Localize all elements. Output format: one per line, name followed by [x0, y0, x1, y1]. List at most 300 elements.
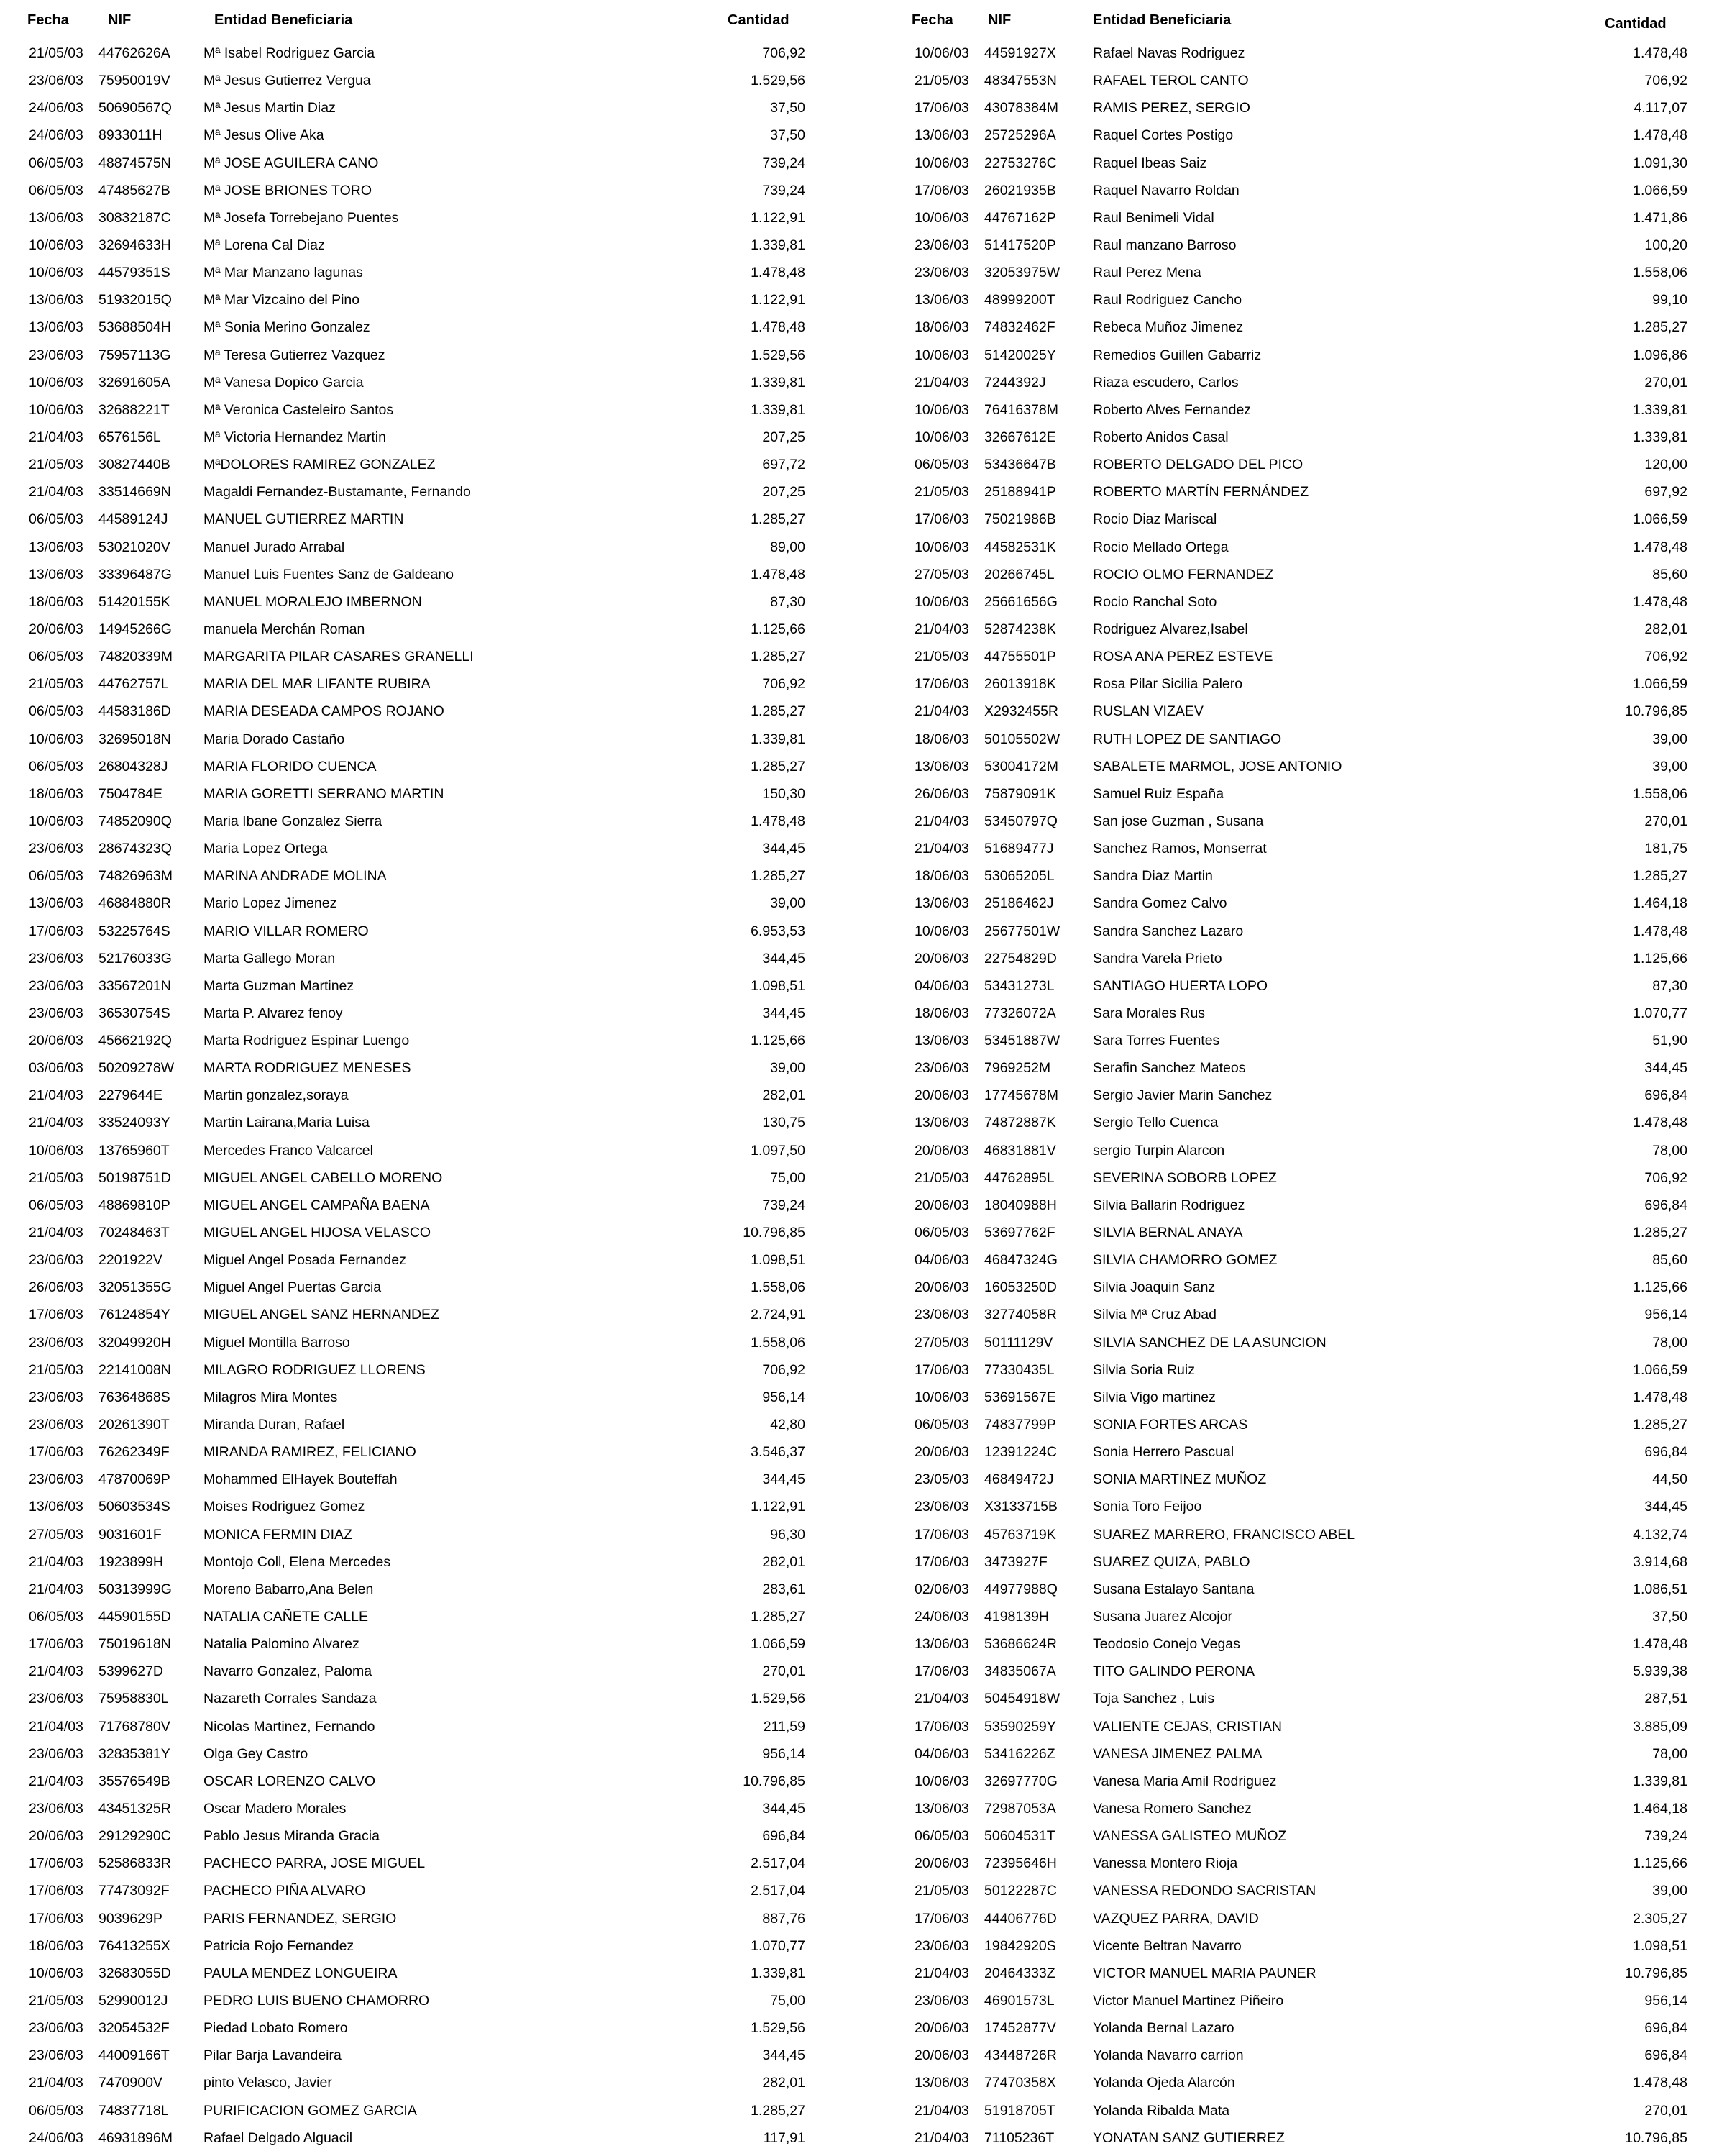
table-row	[879, 1932, 1709, 1960]
table-row	[0, 1740, 827, 1768]
nif-cell: 45662192Q	[98, 1033, 172, 1049]
date-cell: 06/05/03	[915, 457, 969, 473]
amount-cell: 10.796,85	[743, 1225, 805, 1241]
date-cell: 17/06/03	[915, 182, 969, 198]
amount-cell: 1.478,48	[1633, 127, 1687, 144]
beneficiary-cell: Susana Juarez Alcojor	[1093, 1609, 1233, 1625]
nif-cell: X2932455R	[984, 703, 1059, 720]
date-cell: 23/06/03	[29, 1801, 83, 1817]
table-row	[0, 396, 827, 424]
beneficiary-cell: San jose Guzman , Susana	[1093, 813, 1264, 829]
date-cell: 18/06/03	[915, 1005, 969, 1021]
nif-cell: 26804328J	[98, 758, 168, 775]
amount-cell: 211,59	[763, 1718, 805, 1735]
nif-cell: 32835381Y	[98, 1745, 170, 1762]
table-row	[879, 2014, 1709, 2042]
table-row	[0, 1850, 827, 1877]
amount-cell: 6.953,53	[751, 923, 805, 939]
nif-cell: 43078384M	[984, 100, 1059, 117]
date-cell: 20/06/03	[29, 1828, 83, 1845]
table-row	[0, 616, 827, 643]
nif-cell: 25677501W	[984, 923, 1060, 939]
beneficiary-cell: Mohammed ElHayek Bouteffah	[203, 1471, 398, 1488]
beneficiary-cell: VANESA JIMENEZ PALMA	[1093, 1745, 1263, 1762]
nif-cell: 72395646H	[984, 1855, 1057, 1872]
table-row	[879, 1356, 1709, 1384]
beneficiary-cell: Silvia Joaquin Sanz	[1093, 1279, 1216, 1296]
date-cell: 21/05/03	[29, 1992, 83, 2009]
nif-cell: 71768780V	[98, 1718, 170, 1735]
amount-cell: 956,14	[762, 1389, 805, 1405]
amount-cell: 344,45	[1644, 1499, 1687, 1515]
nif-cell: 75950019V	[98, 73, 170, 89]
beneficiary-cell: MONICA FERMIN DIAZ	[203, 1526, 352, 1543]
beneficiary-cell: MIGUEL ANGEL CAMPAÑA BAENA	[203, 1197, 430, 1213]
nif-cell: 43451325R	[98, 1801, 171, 1817]
nif-cell: 12391224C	[984, 1444, 1057, 1461]
table-row	[0, 342, 827, 369]
beneficiary-cell: Rafael Navas Rodriguez	[1093, 45, 1245, 61]
amount-cell: 1.339,81	[751, 237, 805, 253]
nif-cell: 9031601F	[98, 1526, 162, 1543]
nif-cell: 75021986B	[984, 511, 1056, 528]
date-cell: 21/04/03	[915, 841, 969, 857]
date-cell: 26/06/03	[29, 1279, 83, 1296]
beneficiary-cell: Vanessa Montero Rioja	[1093, 1855, 1238, 1872]
table-row	[0, 1822, 827, 1850]
amount-cell: 75,00	[770, 1992, 805, 2009]
date-cell: 10/06/03	[29, 731, 83, 747]
beneficiary-cell: MILAGRO RODRIGUEZ LLORENS	[203, 1361, 426, 1378]
date-cell: 20/06/03	[915, 2047, 969, 2064]
date-cell: 21/04/03	[29, 1773, 83, 1789]
date-cell: 06/05/03	[29, 511, 83, 528]
amount-cell: 1.478,48	[1633, 539, 1687, 555]
beneficiary-cell: Raquel Cortes Postigo	[1093, 127, 1234, 144]
beneficiary-cell: Serafin Sanchez Mateos	[1093, 1060, 1246, 1077]
nif-cell: 51420025Y	[984, 347, 1056, 363]
date-cell: 06/05/03	[29, 182, 83, 198]
table-row	[879, 286, 1709, 314]
beneficiary-cell: Maria Dorado Castaño	[203, 731, 345, 747]
beneficiary-cell: MANUEL MORALEJO IMBERNON	[203, 593, 422, 610]
table-row	[879, 1438, 1709, 1466]
beneficiary-cell: ROCIO OLMO FERNANDEZ	[1093, 566, 1274, 583]
date-cell: 23/06/03	[29, 950, 83, 967]
amount-cell: 1.285,27	[1633, 1225, 1687, 1241]
date-cell: 20/06/03	[915, 2020, 969, 2037]
amount-cell: 2.724,91	[751, 1307, 805, 1323]
table-row	[879, 1850, 1709, 1877]
date-cell: 13/06/03	[915, 292, 969, 309]
beneficiary-cell: Sara Torres Fuentes	[1093, 1033, 1220, 1049]
nif-cell: 5399627D	[98, 1663, 163, 1680]
table-row	[879, 1164, 1709, 1192]
table-row	[879, 1000, 1709, 1027]
nif-cell: 53416226Z	[984, 1745, 1055, 1762]
table-row	[879, 177, 1709, 204]
nif-cell: 76413255X	[98, 1937, 170, 1954]
beneficiary-cell: SILVIA CHAMORRO GOMEZ	[1093, 1252, 1278, 1269]
table-row	[0, 2042, 827, 2069]
table-row	[0, 1877, 827, 1904]
date-cell: 21/05/03	[29, 676, 83, 693]
date-cell: 21/04/03	[915, 1691, 969, 1707]
nif-cell: 16053250D	[984, 1279, 1057, 1296]
table-row	[0, 534, 827, 561]
table-row	[0, 780, 827, 808]
amount-cell: 696,84	[1644, 1197, 1687, 1213]
nif-cell: 53065205L	[984, 868, 1055, 885]
beneficiary-cell: Rocio Ranchal Soto	[1093, 593, 1217, 610]
nif-cell: 53004172M	[984, 758, 1059, 775]
table-row	[879, 2124, 1709, 2152]
amount-cell: 697,72	[762, 457, 805, 473]
amount-cell: 283,61	[762, 1581, 805, 1597]
amount-cell: 1.529,56	[751, 1691, 805, 1707]
date-cell: 17/06/03	[915, 100, 969, 117]
nif-cell: 74832462F	[984, 319, 1055, 336]
amount-cell: 3.885,09	[1633, 1718, 1687, 1735]
amount-cell: 344,45	[762, 950, 805, 967]
beneficiary-cell: SUAREZ QUIZA, PABLO	[1093, 1553, 1250, 1570]
nif-cell: 75957113G	[98, 347, 171, 363]
date-cell: 06/05/03	[29, 758, 83, 775]
nif-cell: 44406776D	[984, 1910, 1057, 1927]
beneficiary-cell: Vanesa Maria Amil Rodriguez	[1093, 1773, 1277, 1789]
beneficiary-cell: MARIO VILLAR ROMERO	[203, 923, 369, 939]
beneficiary-cell: Raul Rodriguez Cancho	[1093, 292, 1242, 309]
beneficiary-cell: Sandra Gomez Calvo	[1093, 895, 1227, 912]
table-row	[0, 1329, 827, 1356]
beneficiary-cell: Manuel Luis Fuentes Sanz de Galdeano	[203, 566, 454, 583]
table-row	[0, 835, 827, 862]
date-cell: 17/06/03	[915, 1910, 969, 1927]
nif-cell: 46831881V	[984, 1142, 1056, 1159]
table-row	[0, 726, 827, 753]
beneficiary-cell: MARINA ANDRADE MOLINA	[203, 868, 387, 885]
amount-cell: 1.339,81	[1633, 1773, 1687, 1789]
table-row	[879, 534, 1709, 561]
date-cell: 18/06/03	[915, 319, 969, 336]
amount-cell: 85,60	[1652, 1252, 1687, 1269]
nif-cell: 53450797Q	[984, 813, 1058, 829]
date-cell: 17/06/03	[915, 1718, 969, 1735]
beneficiary-cell: Pablo Jesus Miranda Gracia	[203, 1828, 380, 1845]
nif-cell: 44977988Q	[984, 1581, 1058, 1597]
nif-cell: 32049920H	[98, 1334, 171, 1351]
date-cell: 13/06/03	[915, 1636, 969, 1653]
date-cell: 23/06/03	[29, 1745, 83, 1762]
nif-cell: 44009166T	[98, 2047, 170, 2064]
amount-cell: 10.796,85	[1625, 703, 1687, 720]
nif-cell: 53686624R	[984, 1636, 1057, 1653]
date-cell: 21/04/03	[29, 2075, 83, 2091]
nif-cell: 50122287C	[984, 1883, 1057, 1899]
table-row	[0, 451, 827, 478]
table-row	[879, 945, 1709, 972]
date-cell: 17/06/03	[915, 1361, 969, 1378]
date-cell: 27/05/03	[915, 1334, 969, 1351]
table-row	[0, 1054, 827, 1082]
nif-cell: 32694633H	[98, 237, 171, 253]
date-cell: 10/06/03	[915, 155, 969, 171]
beneficiary-cell: Sergio Javier Marin Sanchez	[1093, 1087, 1273, 1104]
table-row	[0, 1356, 827, 1384]
table-row	[879, 1082, 1709, 1109]
date-cell: 13/06/03	[915, 2075, 969, 2091]
date-cell: 10/06/03	[29, 1965, 83, 1981]
table-row	[0, 286, 827, 314]
beneficiary-cell: Raul manzano Barroso	[1093, 237, 1237, 253]
beneficiary-cell: MARTA RODRIGUEZ MENESES	[203, 1060, 411, 1077]
table-row	[879, 890, 1709, 917]
amount-cell: 5.939,38	[1633, 1663, 1687, 1680]
beneficiary-cell: Pilar Barja Lavandeira	[203, 2047, 342, 2064]
date-cell: 23/06/03	[29, 73, 83, 89]
nif-cell: 13765960T	[98, 1142, 170, 1159]
table-row	[0, 2097, 827, 2124]
table-row	[0, 506, 827, 533]
date-cell: 18/06/03	[915, 868, 969, 885]
amount-cell: 282,01	[762, 2075, 805, 2091]
nif-cell: 33567201N	[98, 977, 171, 994]
amount-cell: 2.305,27	[1633, 1910, 1687, 1927]
date-cell: 13/06/03	[29, 566, 83, 583]
nif-cell: 43448726R	[984, 2047, 1057, 2064]
date-cell: 10/06/03	[915, 209, 969, 226]
nif-cell: 53688504H	[98, 319, 171, 336]
nif-cell: 77473092F	[98, 1883, 170, 1899]
nif-cell: 53451887W	[984, 1033, 1060, 1049]
amount-cell: 1.125,66	[751, 621, 805, 637]
amount-cell: 207,25	[762, 484, 805, 501]
amount-cell: 282,01	[762, 1553, 805, 1570]
amount-cell: 96,30	[770, 1526, 805, 1543]
nif-cell: 52874238K	[984, 621, 1056, 637]
date-cell: 23/06/03	[29, 1389, 83, 1405]
date-cell: 10/06/03	[915, 429, 969, 445]
date-cell: 17/06/03	[29, 1883, 83, 1899]
beneficiary-cell: Maria Lopez Ortega	[203, 841, 328, 857]
date-cell: 13/06/03	[915, 1115, 969, 1131]
table-row	[879, 1466, 1709, 1493]
table-row	[879, 1493, 1709, 1520]
beneficiary-cell: Remedios Guillen Gabarriz	[1093, 347, 1262, 363]
nif-cell: 50198751D	[98, 1169, 171, 1186]
amount-cell: 3.914,68	[1633, 1553, 1687, 1570]
table-row	[879, 670, 1709, 698]
nif-cell: 3473927F	[984, 1553, 1048, 1570]
amount-cell: 85,60	[1652, 566, 1687, 583]
nif-cell: 7504784E	[98, 785, 162, 802]
beneficiary-cell: Miguel Angel Puertas Garcia	[203, 1279, 382, 1296]
date-cell: 20/06/03	[915, 1444, 969, 1461]
nif-cell: 9039629P	[98, 1910, 162, 1927]
nif-cell: 46901573L	[984, 1992, 1055, 2009]
table-row	[879, 1822, 1709, 1850]
nif-cell: 44762626A	[98, 45, 170, 61]
amount-cell: 3.546,37	[751, 1444, 805, 1461]
table-row	[0, 1630, 827, 1658]
amount-cell: 37,50	[770, 127, 805, 144]
beneficiary-cell: Silvia Soria Ruiz	[1093, 1361, 1195, 1378]
date-cell: 17/06/03	[915, 1553, 969, 1570]
amount-cell: 87,30	[770, 593, 805, 610]
beneficiary-cell: PURIFICACION GOMEZ GARCIA	[203, 2102, 417, 2119]
nif-cell: 44767162P	[984, 209, 1056, 226]
beneficiary-cell: MANUEL GUTIERREZ MARTIN	[203, 511, 404, 528]
amount-cell: 1.125,66	[751, 1033, 805, 1049]
amount-cell: 282,01	[762, 1087, 805, 1104]
beneficiary-cell: ROBERTO DELGADO DEL PICO	[1093, 457, 1303, 473]
nif-cell: 25661656G	[984, 593, 1058, 610]
date-cell: 21/04/03	[915, 1965, 969, 1981]
table-row	[879, 780, 1709, 808]
beneficiary-cell: Rocio Diaz Mariscal	[1093, 511, 1217, 528]
amount-cell: 1.285,27	[751, 511, 805, 528]
date-cell: 06/05/03	[29, 868, 83, 885]
amount-cell: 10.796,85	[743, 1773, 805, 1789]
table-row	[879, 424, 1709, 451]
amount-cell: 696,84	[1644, 1444, 1687, 1461]
date-cell: 10/06/03	[915, 45, 969, 61]
table-row	[0, 1905, 827, 1932]
date-cell: 21/04/03	[29, 1581, 83, 1597]
amount-cell: 10.796,85	[1625, 1965, 1687, 1981]
table-row	[0, 1713, 827, 1740]
amount-cell: 706,92	[1644, 1169, 1687, 1186]
nif-cell: 48999200T	[984, 292, 1055, 309]
table-row	[0, 1082, 827, 1109]
table-row	[879, 1603, 1709, 1630]
table-row	[0, 808, 827, 835]
date-cell: 13/06/03	[29, 895, 83, 912]
date-cell: 21/05/03	[915, 73, 969, 89]
date-cell: 23/06/03	[29, 1005, 83, 1021]
header-cantidad: Cantidad	[1605, 16, 1667, 32]
table-row	[0, 561, 827, 588]
date-cell: 21/05/03	[29, 1169, 83, 1186]
table-row	[0, 1768, 827, 1795]
table-row	[0, 1548, 827, 1576]
nif-cell: 7470900V	[98, 2075, 162, 2091]
beneficiary-cell: MIGUEL ANGEL HIJOSA VELASCO	[203, 1225, 431, 1241]
date-cell: 23/06/03	[915, 1992, 969, 2009]
table-row	[879, 1713, 1709, 1740]
amount-cell: 1.478,48	[1633, 45, 1687, 61]
beneficiary-cell: SILVIA BERNAL ANAYA	[1093, 1225, 1243, 1241]
amount-cell: 39,00	[1652, 1883, 1687, 1899]
date-cell: 06/05/03	[915, 1225, 969, 1241]
beneficiary-cell: Moises Rodriguez Gomez	[203, 1499, 365, 1515]
table-row	[0, 1576, 827, 1603]
amount-cell: 78,00	[1652, 1334, 1687, 1351]
table-row	[879, 259, 1709, 286]
table-row	[879, 1987, 1709, 2014]
table-row	[879, 369, 1709, 396]
date-cell: 23/06/03	[915, 1499, 969, 1515]
amount-cell: 1.066,59	[1633, 1361, 1687, 1378]
amount-cell: 2.517,04	[751, 1883, 805, 1899]
table-row	[879, 1274, 1709, 1301]
date-cell: 13/06/03	[915, 895, 969, 912]
table-row	[0, 1658, 827, 1685]
nif-cell: 52586833R	[98, 1855, 171, 1872]
table-row	[879, 726, 1709, 753]
nif-cell: 33524093Y	[98, 1115, 170, 1131]
nif-cell: 32683055D	[98, 1965, 171, 1981]
amount-cell: 1.478,48	[1633, 923, 1687, 939]
amount-cell: 1.098,51	[751, 977, 805, 994]
date-cell: 21/04/03	[29, 1087, 83, 1104]
date-cell: 23/06/03	[29, 977, 83, 994]
beneficiary-cell: manuela Merchán Roman	[203, 621, 365, 637]
beneficiary-cell: Sandra Diaz Martin	[1093, 868, 1213, 885]
beneficiary-cell: Susana Estalayo Santana	[1093, 1581, 1255, 1597]
beneficiary-cell: PARIS FERNANDEZ, SERGIO	[203, 1910, 397, 1927]
amount-cell: 1.558,06	[751, 1279, 805, 1296]
date-cell: 06/05/03	[29, 1197, 83, 1213]
amount-cell: 1.070,77	[751, 1937, 805, 1954]
table-row	[879, 1329, 1709, 1356]
nif-cell: 51420155K	[98, 593, 170, 610]
date-cell: 21/04/03	[915, 703, 969, 720]
nif-cell: 75958830L	[98, 1691, 169, 1707]
table-row	[879, 698, 1709, 725]
table-row	[879, 1137, 1709, 1164]
table-row	[879, 451, 1709, 478]
date-cell: 10/06/03	[915, 347, 969, 363]
nif-cell: 44762895L	[984, 1169, 1055, 1186]
header-fecha: Fecha	[912, 12, 953, 28]
nif-cell: 22754829D	[984, 950, 1057, 967]
date-cell: 21/04/03	[29, 484, 83, 501]
nif-cell: 46931896M	[98, 2129, 173, 2146]
date-cell: 24/06/03	[29, 127, 83, 144]
date-cell: 21/04/03	[29, 1553, 83, 1570]
beneficiary-cell: Magaldi Fernandez-Bustamante, Fernando	[203, 484, 471, 501]
date-cell: 17/06/03	[29, 1855, 83, 1872]
nif-cell: 77330435L	[984, 1361, 1055, 1378]
beneficiary-cell: MªDOLORES RAMIREZ GONZALEZ	[203, 457, 436, 473]
nif-cell: 18040988H	[984, 1197, 1057, 1213]
table-row	[0, 588, 827, 616]
date-cell: 21/05/03	[29, 457, 83, 473]
nif-cell: 51932015Q	[98, 292, 172, 309]
nif-cell: 20261390T	[98, 1417, 170, 1433]
beneficiary-cell: MARIA DEL MAR LIFANTE RUBIRA	[203, 676, 431, 693]
date-cell: 06/05/03	[915, 1417, 969, 1433]
table-row	[0, 2069, 827, 2096]
beneficiary-cell: Rosa Pilar Sicilia Palero	[1093, 676, 1243, 693]
table-row	[0, 40, 827, 67]
beneficiary-cell: Teodosio Conejo Vegas	[1093, 1636, 1240, 1653]
nif-cell: 71105236T	[984, 2129, 1055, 2146]
nif-cell: 75019618N	[98, 1636, 171, 1653]
date-cell: 13/06/03	[915, 1033, 969, 1049]
amount-cell: 1.529,56	[751, 347, 805, 363]
nif-cell: 50690567Q	[98, 100, 172, 117]
beneficiary-cell: Silvia Vigo martinez	[1093, 1389, 1216, 1405]
date-cell: 20/06/03	[915, 1087, 969, 1104]
amount-cell: 1.285,27	[751, 2102, 805, 2119]
beneficiary-cell: Marta P. Alvarez fenoy	[203, 1005, 343, 1021]
amount-cell: 39,00	[770, 1060, 805, 1077]
amount-cell: 344,45	[762, 1005, 805, 1021]
date-cell: 06/05/03	[29, 155, 83, 171]
table-row	[0, 643, 827, 670]
